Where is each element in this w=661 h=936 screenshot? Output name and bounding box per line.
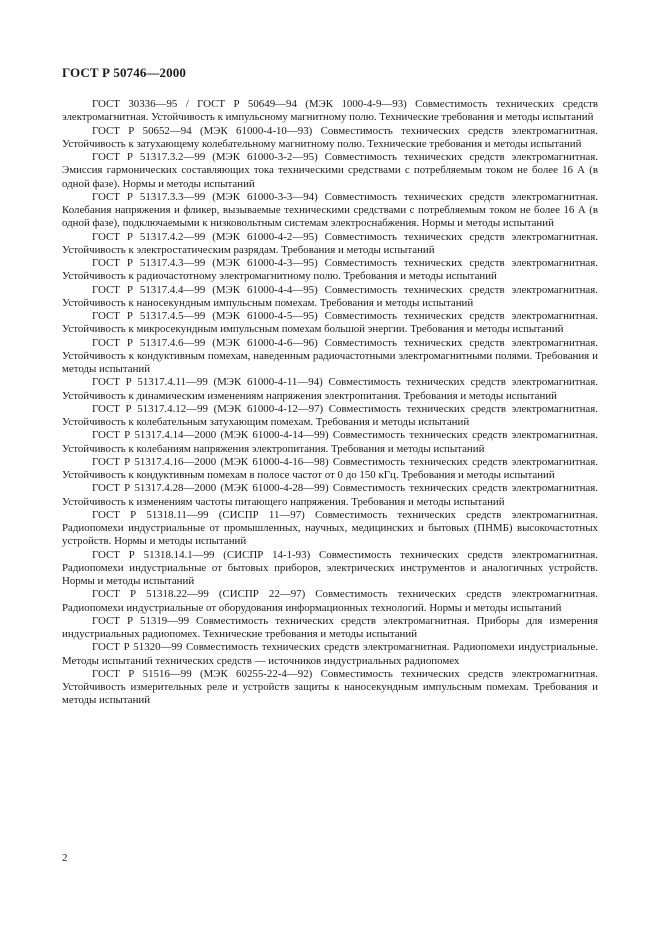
- reference-item: ГОСТ Р 51320—99 Совместимость технических средств электромагнитная. Радиопомехи индустриальные. Методы испытаний технических средств — источников индустриальных радиопомех: [62, 641, 598, 667]
- reference-item: ГОСТ Р 51317.4.2—99 (МЭК 61000-4-2—95) Совместимость технических средств электромагнитная. Устойчивость к электростатическим разрядам. Требования и методы испытаний: [62, 230, 598, 256]
- reference-item: ГОСТ Р 51317.4.14—2000 (МЭК 61000-4-14—99) Совместимость технических средств электромагнитная. Устойчивость к колебаниям напряжения электропитания. Требования и методы испытаний: [62, 429, 598, 455]
- reference-item: ГОСТ Р 50652—94 (МЭК 61000-4-10—93) Совместимость технических средств электромагнитная. Устойчивость к затухающему колебательному магнитному полю. Технические требования и методы испытаний: [62, 124, 598, 150]
- reference-item: ГОСТ Р 51317.4.12—99 (МЭК 61000-4-12—97) Совместимость технических средств электромагнитная. Устойчивость к колебательным затухающим помехам. Требования и методы испытаний: [62, 402, 598, 428]
- reference-item: ГОСТ Р 51318.14.1—99 (СИСПР 14-1-93) Совместимость технических средств электромагнитная. Радиопомехи индустриальные от бытовых приборов, электрических инструментов и аналогичных устройств. Нормы и методы испытаний: [62, 548, 598, 587]
- reference-item: ГОСТ Р 51318.11—99 (СИСПР 11—97) Совместимость технических средств электромагнитная. Радиопомехи индустриальные от промышленных, научных, медицинских и бытовых (ПНМБ) высокочастотных устройств. Нормы и методы испытаний: [62, 508, 598, 548]
- reference-item: ГОСТ Р 51317.3.3—99 (МЭК 61000-3-3—94) Совместимость технических средств электромагнитная. Колебания напряжения и фликер, вызываемые техническими средствами с потребляемым током не более 16 А (в одной фазе), подключаемыми к низковольтным системам электроснабжения. Нормы и методы испытаний: [62, 190, 598, 230]
- reference-item: ГОСТ Р 51516—99 (МЭК 60255-22-4—92) Совместимость технических средств электромагнитная. Устойчивость измерительных реле и устройств защиты к наносекундным импульсным помехам. Требования и методы испытаний: [62, 667, 598, 707]
- reference-item: ГОСТ 30336—95 / ГОСТ Р 50649—94 (МЭК 1000-4-9—93) Совместимость технических средств электромагнитная. Устойчивость к импульсному магнитному полю. Технические требования и методы испытаний: [62, 98, 598, 124]
- reference-item: ГОСТ Р 51317.4.28—2000 (МЭК 61000-4-28—99) Совместимость технических средств электромагнитная. Устойчивость к изменениям частоты питающего напряжения. Требования и методы испытаний: [62, 482, 598, 508]
- normative-references-list: [62, 98, 598, 708]
- reference-item: ГОСТ Р 51318.22—99 (СИСПР 22—97) Совместимость технических средств электромагнитная. Радиопомехи индустриальные от оборудования информационных технологий. Нормы и методы испытаний: [62, 588, 598, 614]
- page-number: 2: [62, 852, 68, 864]
- reference-item: ГОСТ Р 51317.4.6—99 (МЭК 61000-4-6—96) Совместимость технических средств электромагнитная. Устойчивость к кондуктивным помехам, наведенным радиочастотными электромагнитными полями. Требования и методы испытаний: [62, 336, 598, 375]
- reference-item: ГОСТ Р 51317.4.11—99 (МЭК 61000-4-11—94) Совместимость технических средств электромагнитная. Устойчивость к динамическим изменениям напряжения электропитания. Требования и методы испытаний: [62, 376, 598, 402]
- reference-item: ГОСТ Р 51319—99 Совместимость технических средств электромагнитная. Приборы для измерения индустриальных радиопомех. Технические требования и методы испытаний: [62, 614, 598, 640]
- reference-item: ГОСТ Р 51317.3.2—99 (МЭК 61000-3-2—95) Совместимость технических средств электромагнитная. Эмиссия гармонических составляющих тока техническими средствами с потребляемым током не более 16 А (в одной фазе). Нормы и методы испытаний: [62, 151, 598, 190]
- reference-item: ГОСТ Р 51317.4.4—99 (МЭК 61000-4-4—95) Совместимость технических средств электромагнитная. Устойчивость к наносекундным импульсным помехам. Требования и методы испытаний: [62, 283, 598, 309]
- document-header: ГОСТ Р 50746—2000: [62, 65, 186, 80]
- reference-item: ГОСТ Р 51317.4.5—99 (МЭК 61000-4-5—95) Совместимость технических средств электромагнитная. Устойчивость к микросекундным импульсным помехам большой энергии. Требования и методы испытаний: [62, 310, 598, 336]
- reference-item: ГОСТ Р 51317.4.3—99 (МЭК 61000-4-3—95) Совместимость технических средств электромагнитная. Устойчивость к радиочастотному электромагнитному полю. Требования и методы испытаний: [62, 257, 598, 283]
- reference-item: ГОСТ Р 51317.4.16—2000 (МЭК 61000-4-16—98) Совместимость технических средств электромагнитная. Устойчивость к кондуктивным помехам в полосе частот от 0 до 150 кГц. Требования и методы испытаний: [62, 455, 598, 481]
